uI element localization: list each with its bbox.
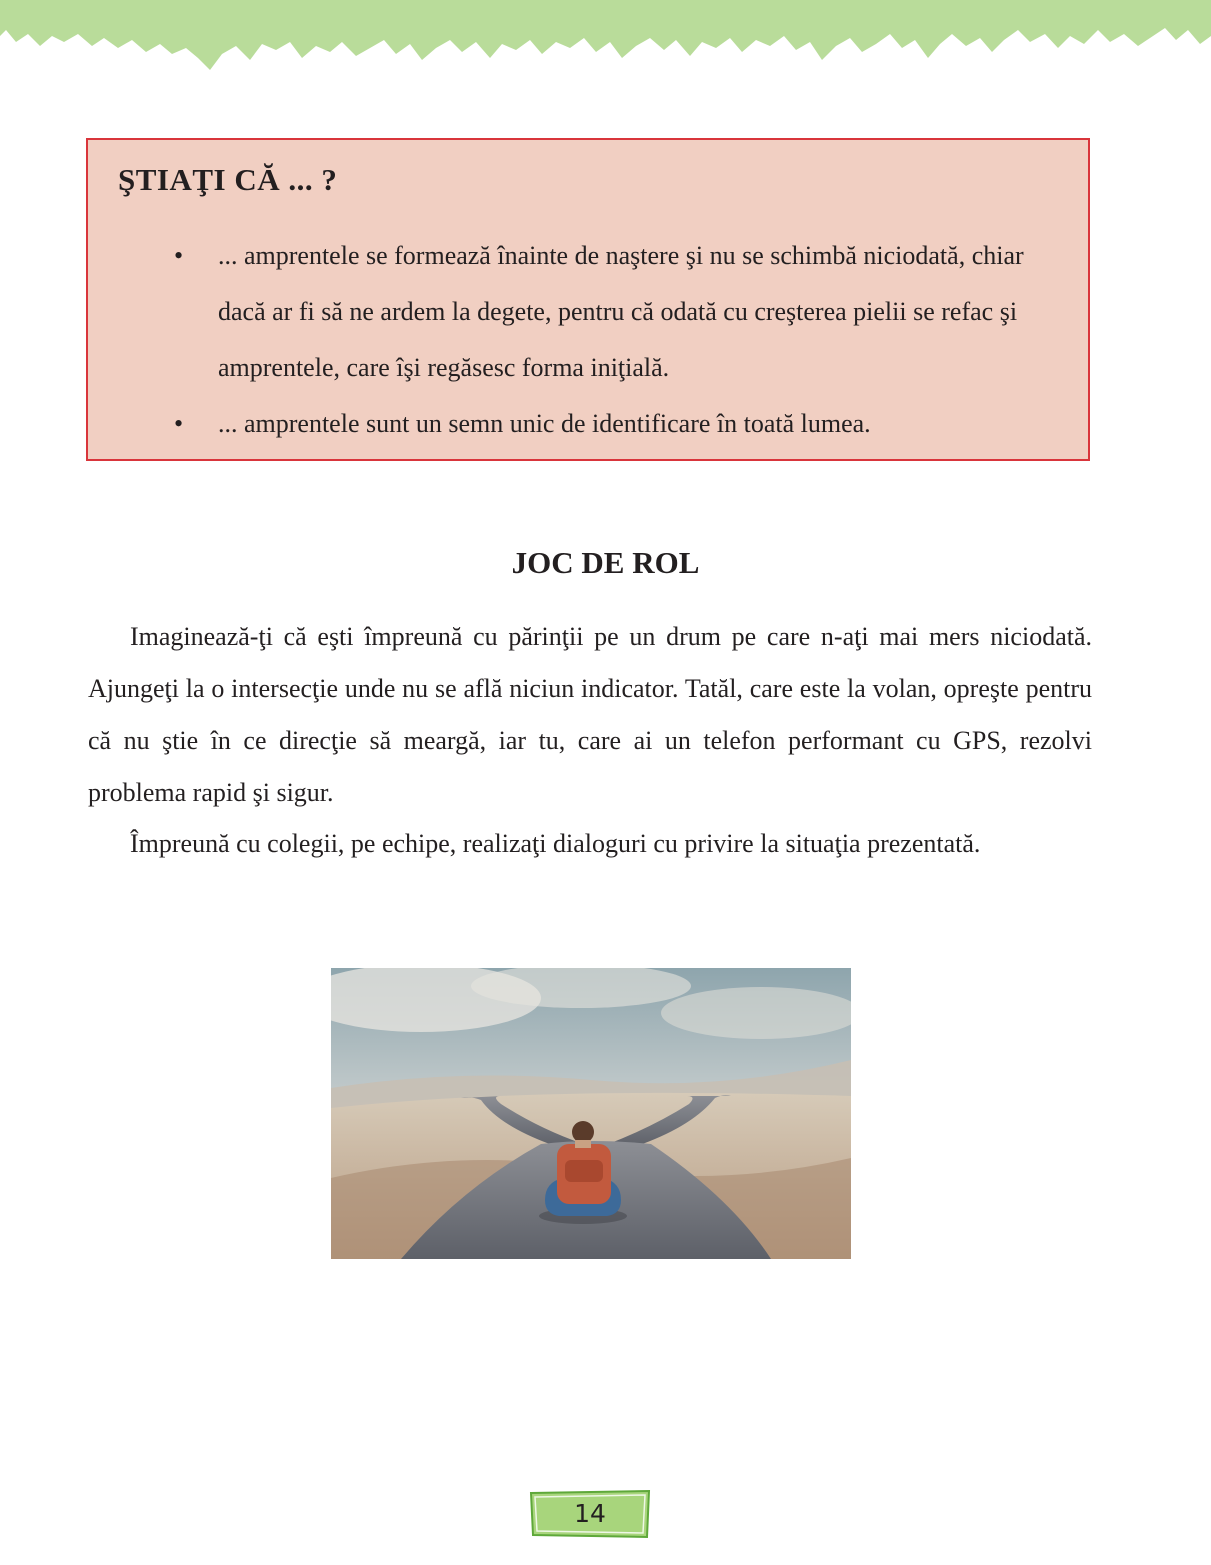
- did-you-know-list: [172, 228, 1072, 452]
- bullet-text: ... amprentele sunt un semn unic de identificare în toată lumea.: [218, 409, 871, 438]
- did-you-know-title: ŞTIAŢI CĂ ... ?: [118, 162, 338, 197]
- did-you-know-box: [86, 138, 1090, 461]
- bullet-marker: •: [174, 409, 184, 438]
- did-you-know-item: [172, 228, 1072, 396]
- crossroads-photo: [331, 968, 851, 1259]
- page-number: 14: [574, 1499, 606, 1528]
- role-play-title: JOC DE ROL: [511, 545, 700, 580]
- role-play-task-paragraph: Împreună cu colegii, pe echipe, realizaţi dialoguri cu privire la situaţia prezentată.: [130, 829, 981, 858]
- bullet-marker: •: [174, 241, 184, 270]
- role-play-scenario-paragraph: Imaginează-ţi că eşti împreună cu părinţii pe un drum pe care n-aţi mai mers niciodată. Ajungeţi la o intersecţie unde nu se află niciun indicator. Tatăl, care este la volan, opreşte pentru că nu ştie în ce direcţie să meargă, iar tu, care ai un telefon performant cu GPS, rezolvi problema rapid şi sigur.: [88, 622, 1092, 807]
- bullet-text: ... amprentele se formează înainte de naştere şi nu se schimbă niciodată, chiar dacă ar fi să ne ardem la degete, pentru că odată cu creşterea pielii se refac şi amprentele, care îşi regăsesc forma iniţială.: [218, 241, 1024, 382]
- top-decorative-band: [0, 0, 1211, 80]
- did-you-know-item: [172, 396, 1072, 452]
